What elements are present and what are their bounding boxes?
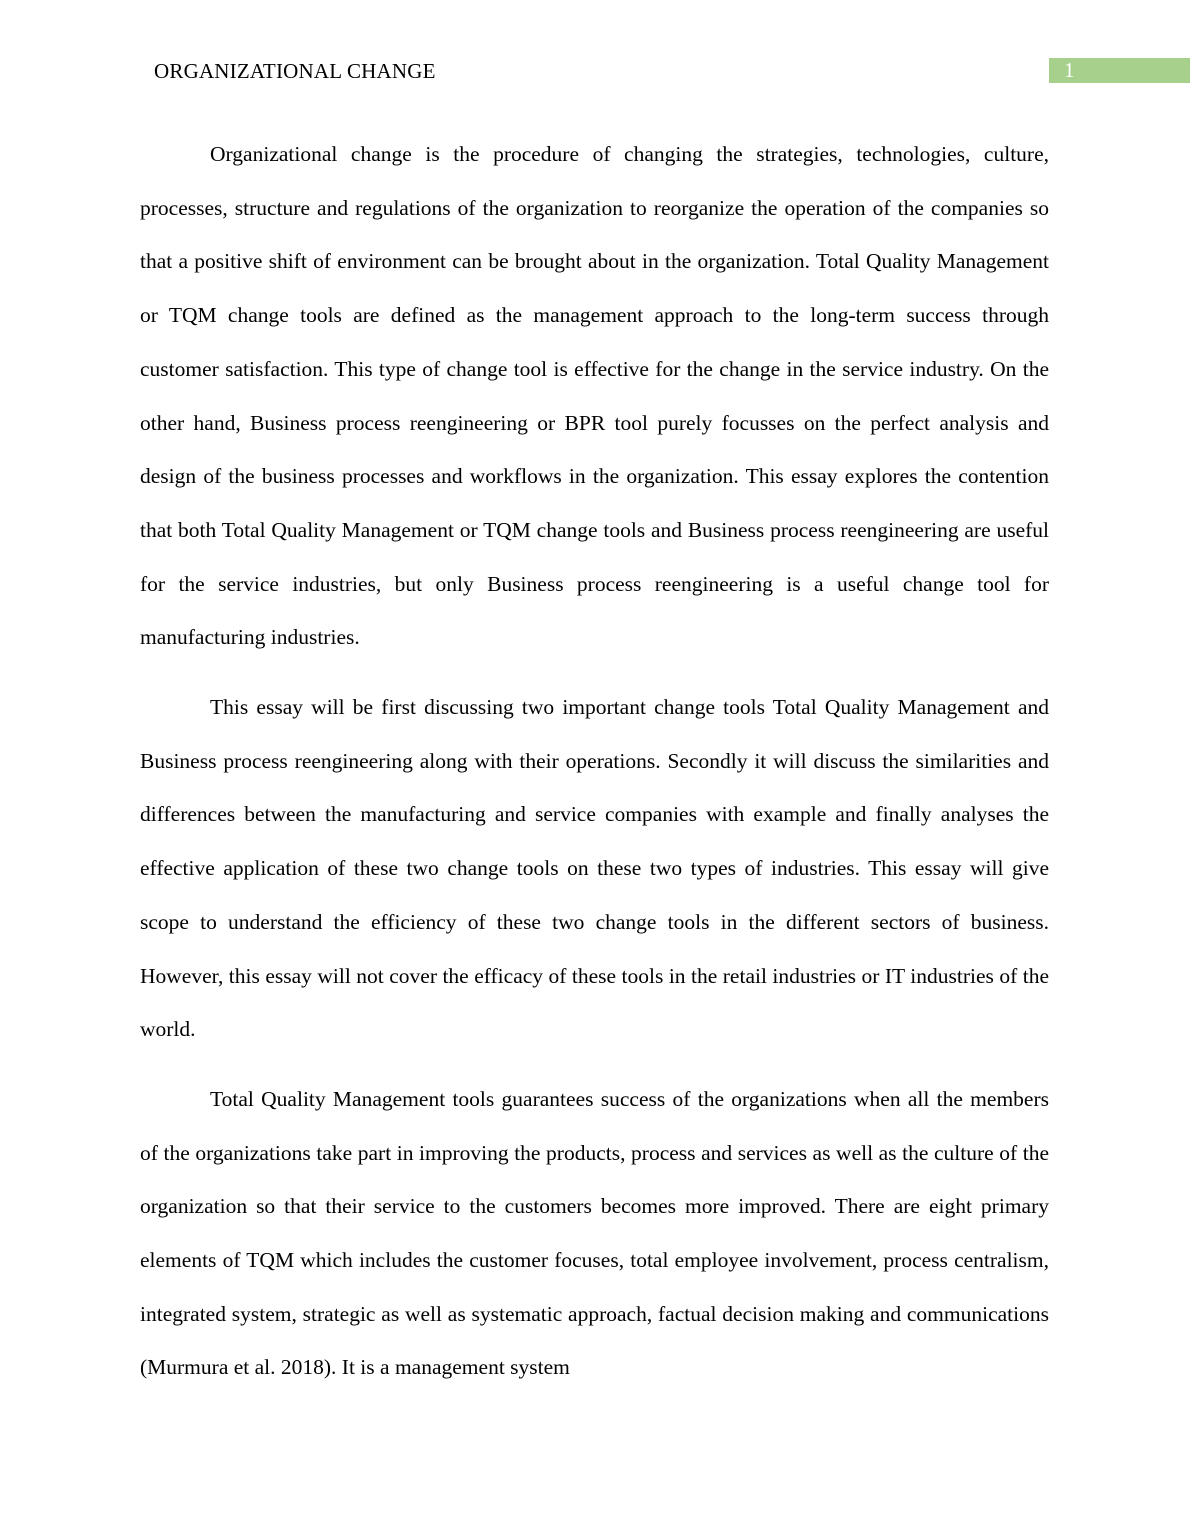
paragraph-tqm-overview: Total Quality Management tools guarantees success of the organizations when all the members of the organizations take part in improving the products, process and services as well as the culture of the organization so that their service to the customers becomes more improved. There are eight primary elements of TQM which includes the customer focuses, total employee involvement, process centralism, integrated system, strategic as well as systematic approach, factual decision making and communications (Murmura et al. 2018). It is a management system xyxy=(140,1086,1049,1380)
page-number-band xyxy=(1049,58,1190,83)
paragraph-introduction: Organizational change is the procedure of changing the strategies, technologies, culture, processes, structure and regulations of the organization to reorganize the operation of the companies so that a positive shift of environment can be brought about in the organization. Total Quality Management or TQM change tools are defined as the management approach to the long-term success through customer satisfaction. This type of change tool is effective for the change in the service industry. On the other hand, Business process reengineering or BPR tool purely focusses on the perfect analysis and design of the business processes and workflows in the organization. This essay explores the contention that both Total Quality Management or TQM change tools and Business process reengineering are useful for the service industries, but only Business process reengineering is a useful change tool for manufacturing industries. xyxy=(140,142,1049,650)
body-text xyxy=(140,128,1049,1411)
page-number: 1 xyxy=(1064,58,1075,82)
running-head: ORGANIZATIONAL CHANGE xyxy=(154,59,436,83)
paragraph-essay-outline: This essay will be first discussing two important change tools Total Quality Management and Business process reengineering along with their operations. Secondly it will discuss the similarities and differences between the manufacturing and service companies with example and finally analyses the effective application of these two change tools on these two types of industries. This essay will give scope to understand the efficiency of these two change tools in the different sectors of business. However, this essay will not cover the efficacy of these tools in the retail industries or IT industries of the world. xyxy=(140,695,1049,1042)
